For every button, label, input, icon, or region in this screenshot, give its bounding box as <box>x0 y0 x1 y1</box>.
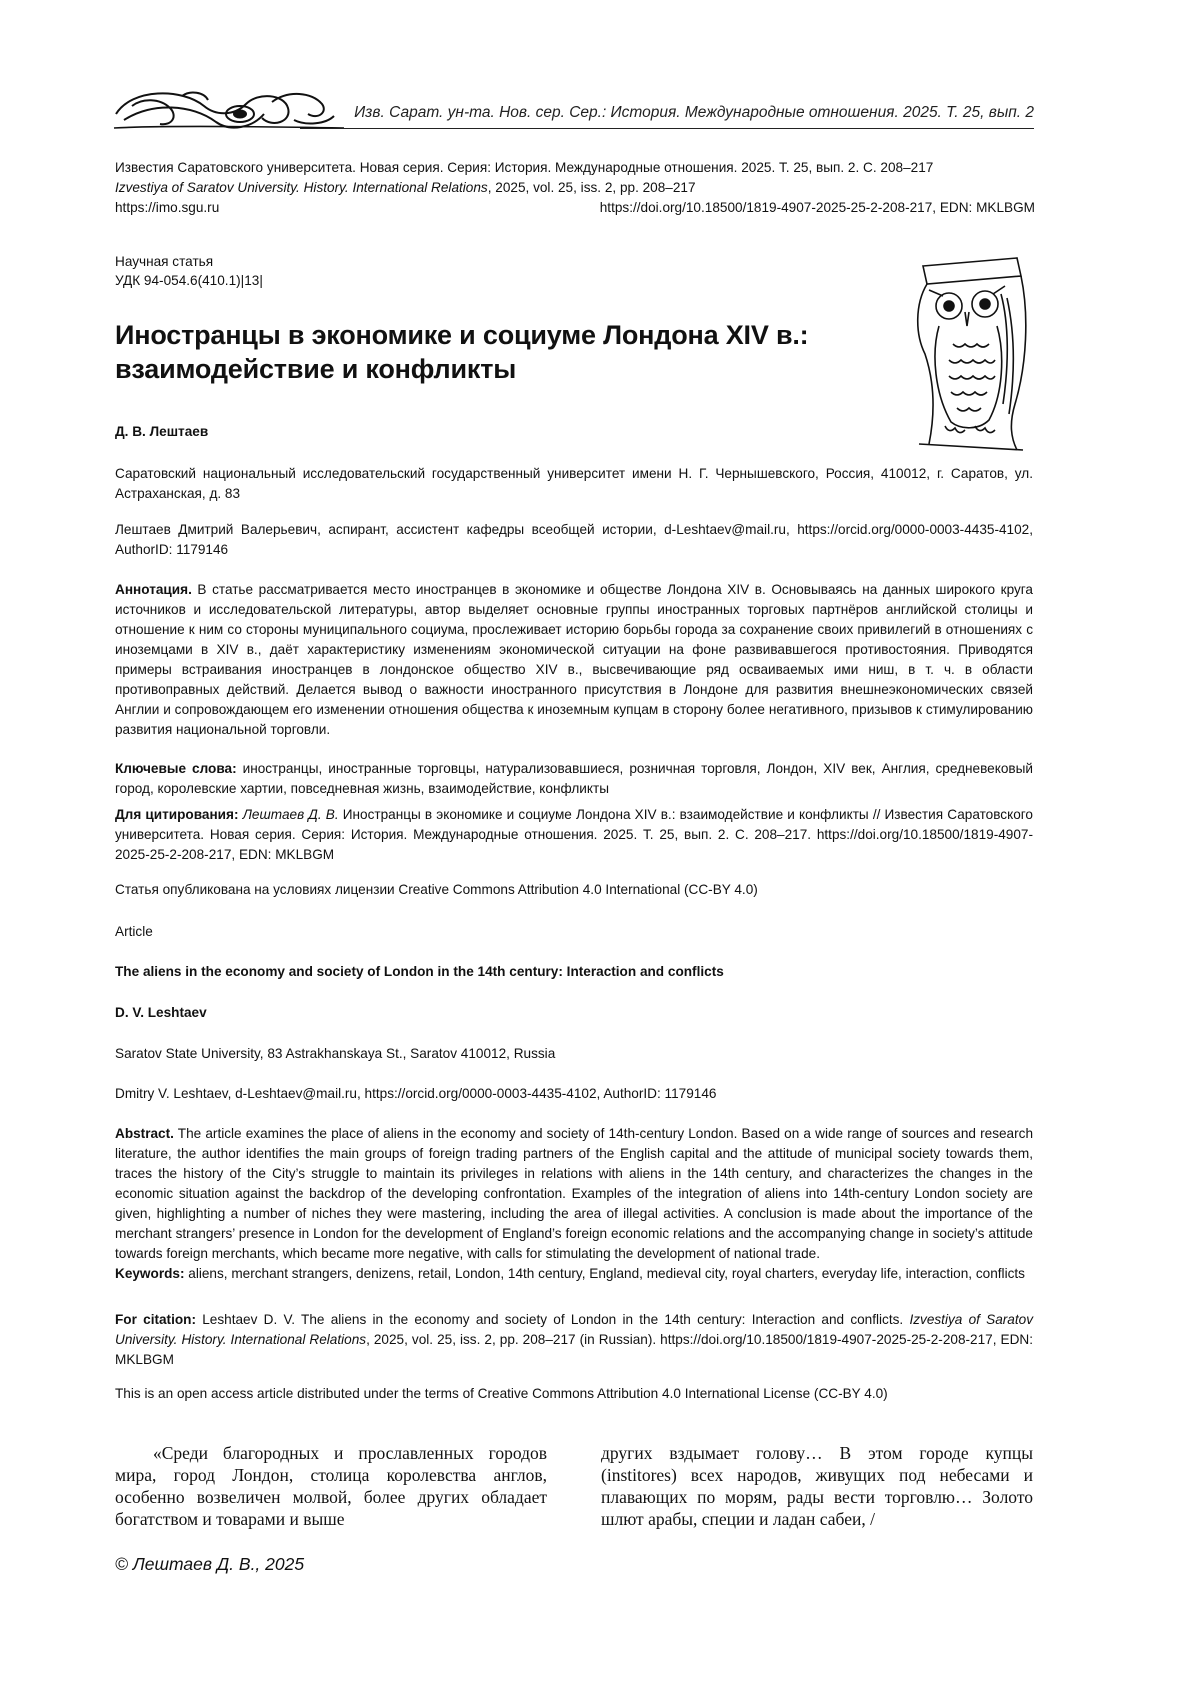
keywords-en-text: aliens, merchant strangers, denizens, retail, London, 14th century, England, medieval city, royal charters, everyday life, interaction, conflicts <box>185 1266 1025 1281</box>
affiliation-ru: Саратовский национальный исследовательский государственный университет имени Н. Г. Чернышевского, Россия, 410012, г. Саратов, ул. Астраханская, д. 83 <box>115 464 1033 504</box>
citation-en-label: For citation: <box>115 1312 196 1327</box>
udc-code: УДК 94-054.6(410.1)|13| <box>115 271 263 290</box>
author-ru: Д. В. Лештаев <box>115 424 208 439</box>
site-link[interactable]: https://imo.sgu.ru <box>115 198 219 218</box>
journal-links <box>115 198 1035 218</box>
keywords-ru-text: иностранцы, иностранные торговцы, натурализовавшиеся, розничная торговля, Лондон, XIV век, Англия, средневековый город, королевские хартии, повседневная жизнь, взаимодействие, конфликты <box>115 761 1033 796</box>
abstract-ru <box>115 580 1033 740</box>
copyright-note: © Лештаев Д. В., 2025 <box>115 1554 304 1575</box>
citation-en-text2: , 2025, vol. 25, iss. 2, pp. 208–217 (in Russian). https://doi.org/10.18500/1819-4907-2025-25-2-208-217, EDN: MKLBGM <box>115 1332 1033 1367</box>
doi-edn-link[interactable]: https://doi.org/10.18500/1819-4907-2025-25-2-208-217, EDN: MKLBGM <box>600 198 1035 218</box>
journal-page <box>0 0 1200 1697</box>
abstract-ru-label: Аннотация. <box>115 582 192 597</box>
header-rule <box>300 128 1034 129</box>
citation-en <box>115 1310 1033 1370</box>
author-info-en: Dmitry V. Leshtaev, d-Leshtaev@mail.ru, https://orcid.org/0000-0003-4435-4102, AuthorID: 1179146 <box>115 1084 1033 1104</box>
abstract-en <box>115 1124 1033 1264</box>
citation-ru-author: Лештаев Д. В. <box>238 807 338 822</box>
author-info-ru: Лештаев Дмитрий Валерьевич, аспирант, ассистент кафедры всеобщей истории, d-Leshtaev@mail.ru, https://orcid.org/0000-0003-4435-4102, AuthorID: 1179146 <box>115 520 1033 560</box>
title-en: The aliens in the economy and society of London in the 14th century: Interaction and conflicts <box>115 962 1033 982</box>
keywords-ru-label: Ключевые слова: <box>115 761 237 776</box>
journal-metadata <box>115 158 1035 218</box>
article-type-en: Article <box>115 922 1033 942</box>
journal-en-title: Izvestiya of Saratov University. History. International Relations <box>115 180 488 195</box>
journal-en-volume: , 2025, vol. 25, iss. 2, pp. 208–217 <box>488 180 696 195</box>
body-column-left: «Среди благородных и прославленных городов мира, город Лондон, столица королевства англов, особенно возвеличен молвой, более других обладает богатством и товарами и выше <box>115 1442 547 1530</box>
citation-ru-label: Для цитирования: <box>115 807 238 822</box>
owl-emblem-icon <box>905 254 1030 454</box>
running-header: Изв. Сарат. ун-та. Нов. сер. Сер.: История. Международные отношения. 2025. Т. 25, вып. 2 <box>354 104 1034 122</box>
affiliation-en: Saratov State University, 83 Astrakhanskaya St., Saratov 410012, Russia <box>115 1044 1033 1064</box>
body-column-right: других вздымает голову… В этом городе купцы (institores) всех народов, живущих под небесами и плавающих по морям, рады вести торговлю… Золото шлют арабы, специи и ладан сабеи, / <box>601 1442 1033 1530</box>
citation-ru <box>115 805 1033 865</box>
keywords-ru <box>115 759 1033 799</box>
citation-en-text: Leshtaev D. V. The aliens in the economy and society of London in the 14th century: Interaction and conflicts. <box>196 1312 909 1327</box>
abstract-en-label: Abstract. <box>115 1126 174 1141</box>
journal-en <box>115 178 1035 198</box>
keywords-en <box>115 1264 1033 1284</box>
author-en: D. V. Leshtaev <box>115 1003 1033 1023</box>
keywords-en-label: Keywords: <box>115 1266 185 1281</box>
abstract-ru-text: В статье рассматривается место иностранцев в экономике и обществе Лондона XIV в. Основываясь на данных широкого круга источников и исследовательской литературы, автор выделяет основные группы иностранных торговых партнёров английской столицы и отношение к ним со стороны муниципального социума, прослеживает историю борьбы города за сохранение своих привилегий в отношениях с иноземцами в XIV в., даёт характеристику изменениям экономической ситуации на фоне развивавшегося противостояния. Приводятся примеры встраивания иностранцев в лондонское общество XIV в., высвечивающие ряд осваиваемых ими ниш, в т. ч. в области противоправных действий. Делается вывод о важности иностранного присутствия в Лондоне для развития внешнеэкономических связей Англии и сопровождающем его изменении отношения общества к иноземным купцам в сторону более негативного, призывов к стимулированию развития национальной торговли. <box>115 582 1033 737</box>
abstract-en-text: The article examines the place of aliens in the economy and society of 14th-century London. Based on a wide range of sources and research literature, the author identifies the main groups of foreign trading partners of the English capital and the attitude of municipal society towards them, traces the history of the City’s struggle to maintain its privileges in relations with aliens in the 14th century, and characterizes the changes in the economic situation against the backdrop of the developing confrontation. Examples of the integration of aliens into 14th-century London society are given, highlighting a number of niches they were mastering, including the area of illegal activities. A conclusion is made about the importance of the merchant strangers’ presence in London for the development of England’s foreign economic relations and the accompanying change in society’s attitude towards foreign merchants, which became more negative, with calls for stimulating the development of national trade. <box>115 1126 1033 1261</box>
page-title: Иностранцы в экономике и социуме Лондона XIV в.: взаимодействие и конфликты <box>115 318 875 386</box>
license-ru: Статья опубликована на условиях лицензии Creative Commons Attribution 4.0 International (CC-BY 4.0) <box>115 880 1033 900</box>
license-en: This is an open access article distributed under the terms of Creative Commons Attribution 4.0 International License (CC-BY 4.0) <box>115 1384 1033 1404</box>
article-type-ru: Научная статья <box>115 252 263 271</box>
article-kind <box>115 252 263 290</box>
citation-en-journal: Izvestiya of Saratov University. History. International Relations <box>115 1312 1033 1347</box>
journal-ru: Известия Саратовского университета. Новая серия. Серия: История. Международные отношения. 2025. Т. 25, вып. 2. С. 208–217 <box>115 158 1035 178</box>
citation-ru-text: Иностранцы в экономике и социуме Лондона XIV в.: взаимодействие и конфликты // Известия Саратовского университета. Новая серия. Серия: История. Международные отношения. 2025. Т. 25, вып. 2. С. 208–217. https://doi.org/10.18500/1819-4907-2025-25-2-208-217, EDN: MKLBGM <box>115 807 1033 862</box>
